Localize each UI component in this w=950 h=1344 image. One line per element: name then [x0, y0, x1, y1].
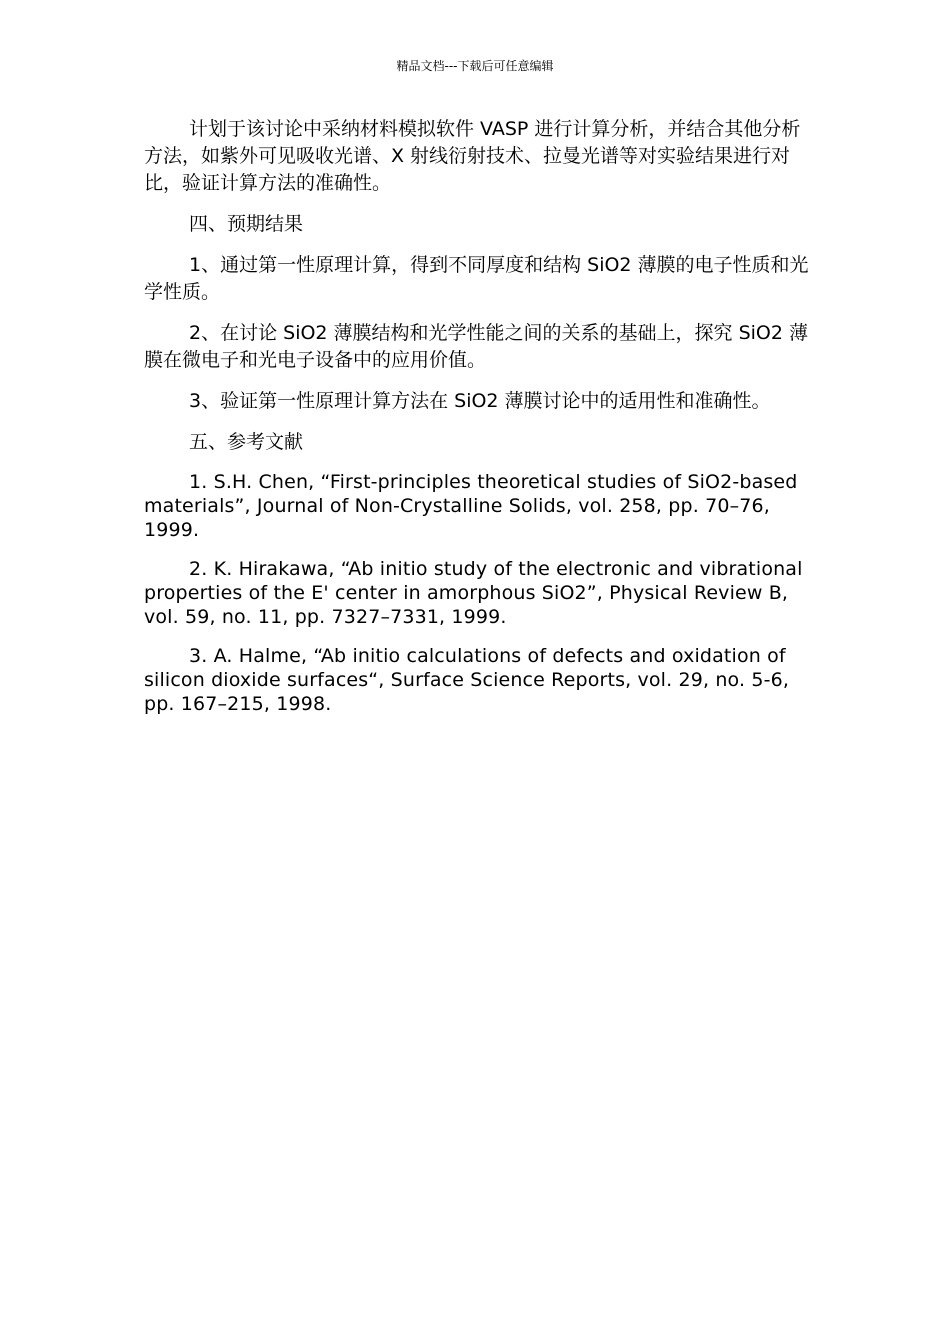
section-heading-expected-results: 四、预期结果	[189, 213, 304, 235]
reference-item-3: 3. A. Halme, “Ab initio calculations of defects and oxidation of silicon dioxide surfaces“, Surface Science Reports, vol. 29, no. 5-6, pp. 167–215, 1998.	[144, 645, 790, 715]
result-item-2: 2、在讨论 SiO2 薄膜结构和光学性能之间的关系的基础上，探究 SiO2 薄膜在微电子和光电子设备中的应用价值。	[144, 322, 809, 371]
section-heading-references: 五、参考文献	[189, 431, 304, 453]
reference-item-1: 1. S.H. Chen, “First-principles theoretical studies of SiO2-based materials”, Journal of Non-Crystalline Solids, vol. 258, pp. 70–76, 1999.	[144, 471, 798, 541]
result-item-3: 3、验证第一性原理计算方法在 SiO2 薄膜讨论中的适用性和准确性。	[189, 390, 771, 412]
document-body	[144, 116, 816, 731]
reference-item-2: 2. K. Hirakawa, “Ab initio study of the electronic and vibrational properties of the E' center in amorphous SiO2”, Physical Review B, vol. 59, no. 11, pp. 7327–7331, 1999.	[144, 558, 803, 628]
paragraph-method: 计划于该讨论中采纳材料模拟软件 VASP 进行计算分析，并结合其他分析方法，如紫外可见吸收光谱、X 射线衍射技术、拉曼光谱等对实验结果进行对比，验证计算方法的准确性。	[144, 118, 801, 194]
result-item-1: 1、通过第一性原理计算，得到不同厚度和结构 SiO2 薄膜的电子性质和光学性质。	[144, 254, 809, 303]
page-header: 精品文档---下载后可任意编辑	[396, 59, 554, 73]
